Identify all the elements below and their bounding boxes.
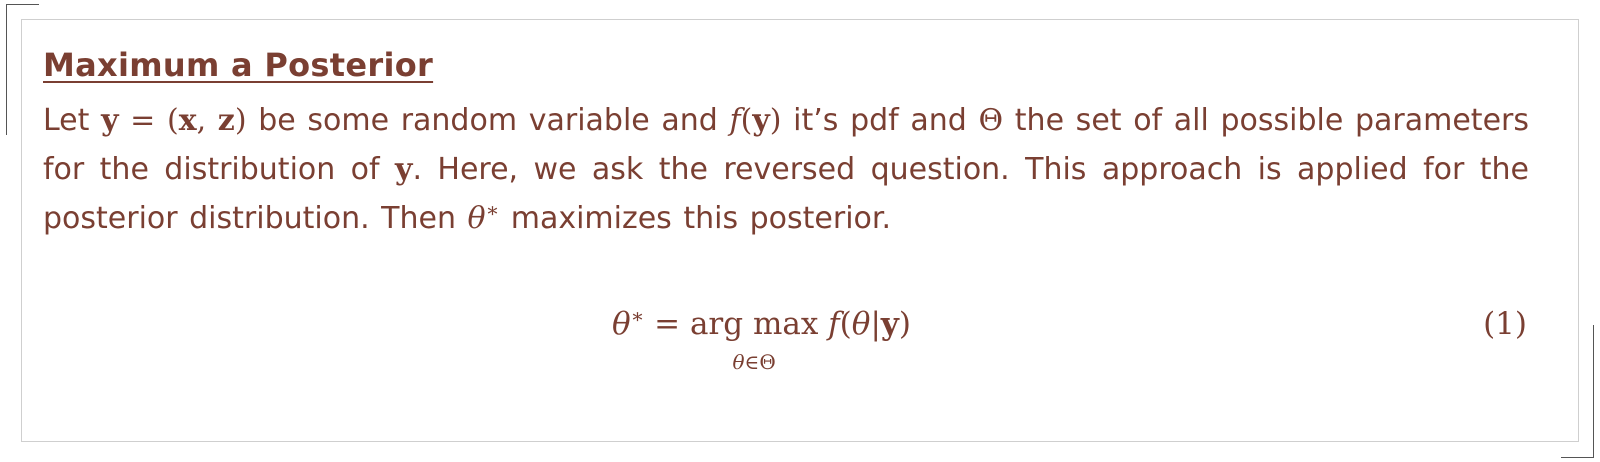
para-text-5: . Here, we ask the reversed question. This approach is applied for the posterior distribution. Then	[43, 152, 1529, 236]
para-text-2: be some random variable and	[246, 103, 730, 138]
math-y-3: y	[395, 152, 413, 187]
math-y: y	[101, 103, 119, 138]
sub-theta: θ	[732, 350, 745, 374]
eq-f: f	[828, 306, 840, 342]
math-comma: ,	[196, 103, 218, 138]
argmax-operator	[689, 306, 819, 374]
eq-close: )	[898, 306, 912, 342]
eq-space	[818, 306, 828, 342]
math-f: f	[729, 103, 741, 138]
sub-in-theta: ∈Θ	[744, 350, 776, 374]
para-text-4: the set of all possible parameters for the distribution of	[43, 103, 1529, 187]
math-star: ∗	[485, 198, 500, 222]
slide-title: Maximum a Posterior	[43, 46, 434, 84]
math-y-2: y	[752, 103, 770, 138]
math-close-paren-2: )	[769, 103, 782, 138]
equation-body	[612, 304, 912, 374]
argmax-subscript	[690, 350, 818, 374]
eq-y: y	[880, 306, 899, 342]
eq-theta-2: θ	[851, 306, 871, 342]
eq-bar: |	[870, 306, 881, 342]
math-theta: θ	[467, 201, 486, 236]
math-capital-theta: Θ	[978, 103, 1004, 138]
eq-open: (	[839, 306, 852, 342]
equation-number: (1)	[1483, 306, 1527, 342]
math-open-paren-2: (	[740, 103, 753, 138]
math-z: z	[217, 103, 235, 138]
para-text-1: Let	[43, 103, 102, 138]
math-equals-open: = (	[118, 103, 179, 138]
math-close-paren: )	[234, 103, 247, 138]
eq-star: ∗	[630, 304, 645, 328]
eq-theta: θ	[612, 306, 631, 342]
para-text-6: maximizes this posterior.	[499, 201, 892, 236]
math-x: x	[178, 103, 197, 138]
eq-equals: =	[644, 306, 690, 342]
display-equation	[0, 302, 1600, 382]
body-paragraph	[43, 96, 1529, 243]
para-text-3: it’s pdf and	[781, 103, 979, 138]
argmax-label: arg max	[689, 306, 819, 342]
